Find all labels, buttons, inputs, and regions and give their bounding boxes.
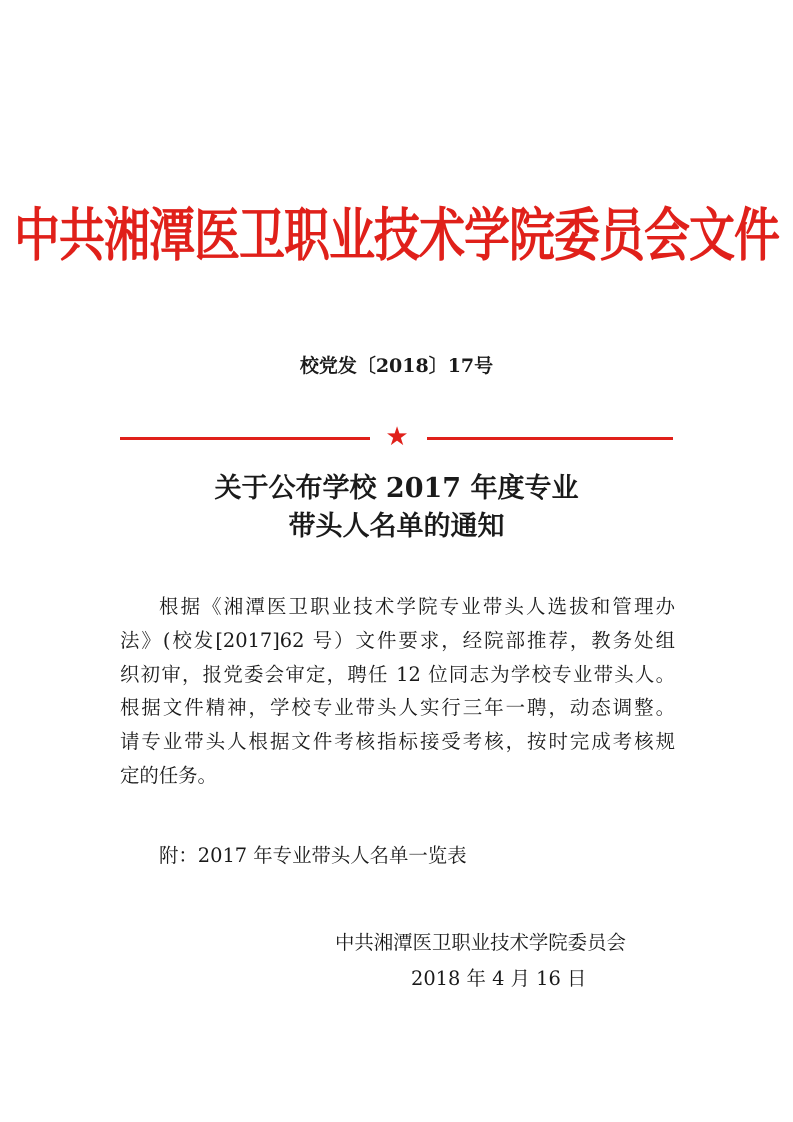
signature-organization: 中共湘潭医卫职业技术学院委员会 [335,931,626,954]
divider-line-left [120,437,370,440]
notice-title [0,470,793,546]
notice-body [120,590,675,793]
body-line: 根据文件精神，学校专业带头人实行三年一聘，动态调整。 [120,696,675,720]
signature-date: 2018 年 4 月 16 日 [411,967,587,990]
attachment-note: 附：2017 年专业带头人名单一览表 [159,844,467,867]
red-divider [120,422,673,452]
body-line: 法》(校发[2017]62 号）文件要求，经院部推荐，教务处组 [120,628,675,652]
body-line: 织初审，报党委会审定，聘任 12 位同志为学校专业带头人。 [120,662,675,686]
divider-line-right [427,437,673,440]
body-line: 定的任务。 [120,763,217,787]
body-line: 请专业带头人根据文件考核指标接受考核，按时完成考核规 [120,730,675,754]
document-number: 校党发〔2018〕17号 [299,355,494,377]
title-line-1: 关于公布学校 2017 年度专业 [214,473,579,504]
title-line-2: 带头人名单的通知 [288,511,505,542]
star-icon: ★ [385,422,409,452]
body-line: 根据《湘潭医卫职业技术学院专业带头人选拔和管理办 [159,595,675,618]
masthead-title: 中共湘潭医卫职业技术学院委员会文件 [14,201,779,269]
